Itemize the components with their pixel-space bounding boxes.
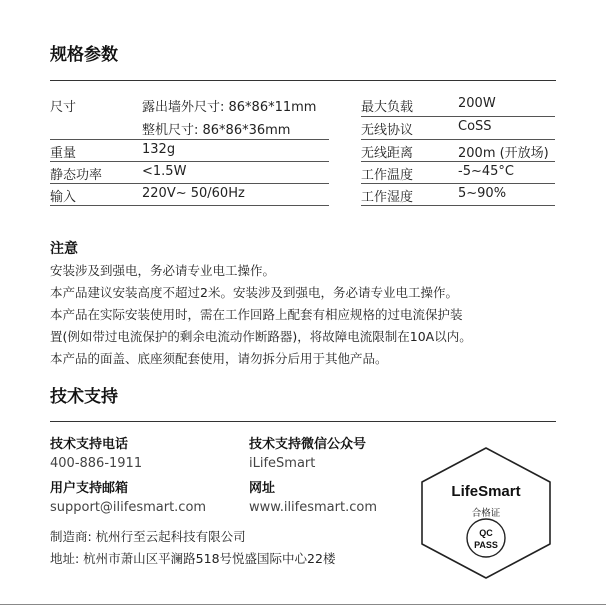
page-bottom-edge bbox=[0, 604, 606, 605]
table-bottom-divider bbox=[50, 205, 329, 206]
spec-label: 重量 bbox=[50, 146, 77, 161]
support-wechat-label: 技术支持微信公众号 bbox=[249, 437, 367, 452]
support-phone-label: 技术支持电话 bbox=[50, 437, 129, 452]
spec-label: 输入 bbox=[50, 190, 77, 205]
notice-line: 本产品建议安装高度不超过2米。安装涉及到强电，务必请专业电工操作。 bbox=[50, 285, 458, 300]
table-bottom-divider bbox=[361, 205, 555, 206]
spec-value: 220V~ 50/60Hz bbox=[142, 186, 245, 201]
row-divider bbox=[361, 183, 555, 184]
spec-label: 静态功率 bbox=[50, 168, 103, 183]
row-divider bbox=[50, 139, 329, 140]
row-divider bbox=[361, 161, 555, 162]
spec-value: 露出墙外尺寸: 86*86*11mm bbox=[142, 100, 317, 115]
pass-text: PASS bbox=[474, 540, 498, 550]
qc-text: QC bbox=[479, 528, 493, 538]
support-phone[interactable]: 400-886-1911 bbox=[50, 456, 143, 471]
spec-value: 132g bbox=[142, 142, 176, 157]
row-divider bbox=[50, 183, 329, 184]
support-website-label: 网址 bbox=[249, 481, 276, 496]
spec-label: 无线距离 bbox=[361, 146, 414, 161]
manufacturer-address: 地址: 杭州市萧山区平澜路518号悦盛国际中心22楼 bbox=[50, 551, 336, 566]
badge-cert-label: 合格证 bbox=[471, 508, 501, 519]
spec-label: 最大负载 bbox=[361, 100, 414, 115]
support-website-link[interactable]: www.ilifesmart.com bbox=[249, 500, 377, 515]
spec-value: 200m (开放场) bbox=[458, 146, 549, 161]
row-divider bbox=[361, 116, 555, 117]
spec-label: 工作湿度 bbox=[361, 190, 414, 205]
notice-title: 注意 bbox=[50, 241, 78, 257]
badge-brand: LifeSmart bbox=[451, 483, 521, 500]
notice-line: 安装涉及到强电，务必请专业电工操作。 bbox=[50, 263, 276, 278]
spec-value: -5~45°C bbox=[458, 164, 514, 179]
support-email-link[interactable]: support@ilifesmart.com bbox=[50, 500, 207, 515]
specs-title-divider bbox=[50, 80, 556, 81]
notice-line: 置(例如带过电流保护的剩余电流动作断路器)，将故障电流限制在10A以内。 bbox=[50, 329, 472, 344]
spec-label: 尺寸 bbox=[50, 100, 77, 115]
spec-label: 工作温度 bbox=[361, 168, 414, 183]
support-wechat: iLifeSmart bbox=[249, 456, 316, 471]
spec-value: 整机尺寸: 86*86*36mm bbox=[142, 123, 291, 138]
spec-value: CoSS bbox=[458, 119, 492, 134]
row-divider bbox=[50, 161, 329, 162]
notice-line: 本产品在实际安装使用时，需在工作回路上配套有相应规格的过电流保护装 bbox=[50, 307, 463, 322]
support-email-label: 用户支持邮箱 bbox=[50, 481, 129, 496]
manufacturer-name: 制造商: 杭州行至云起科技有限公司 bbox=[50, 529, 246, 544]
support-title-divider bbox=[50, 421, 556, 422]
notice-line: 本产品的面盖、底座须配套使用，请勿拆分后用于其他产品。 bbox=[50, 351, 388, 366]
spec-label: 无线协议 bbox=[361, 123, 414, 138]
specs-title: 规格参数 bbox=[50, 45, 118, 65]
row-divider bbox=[361, 139, 555, 140]
support-title: 技术支持 bbox=[50, 387, 118, 407]
spec-value: 200W bbox=[458, 96, 496, 111]
spec-value: <1.5W bbox=[142, 164, 187, 179]
spec-value: 5~90% bbox=[458, 186, 507, 201]
qc-certificate-badge bbox=[418, 440, 554, 580]
